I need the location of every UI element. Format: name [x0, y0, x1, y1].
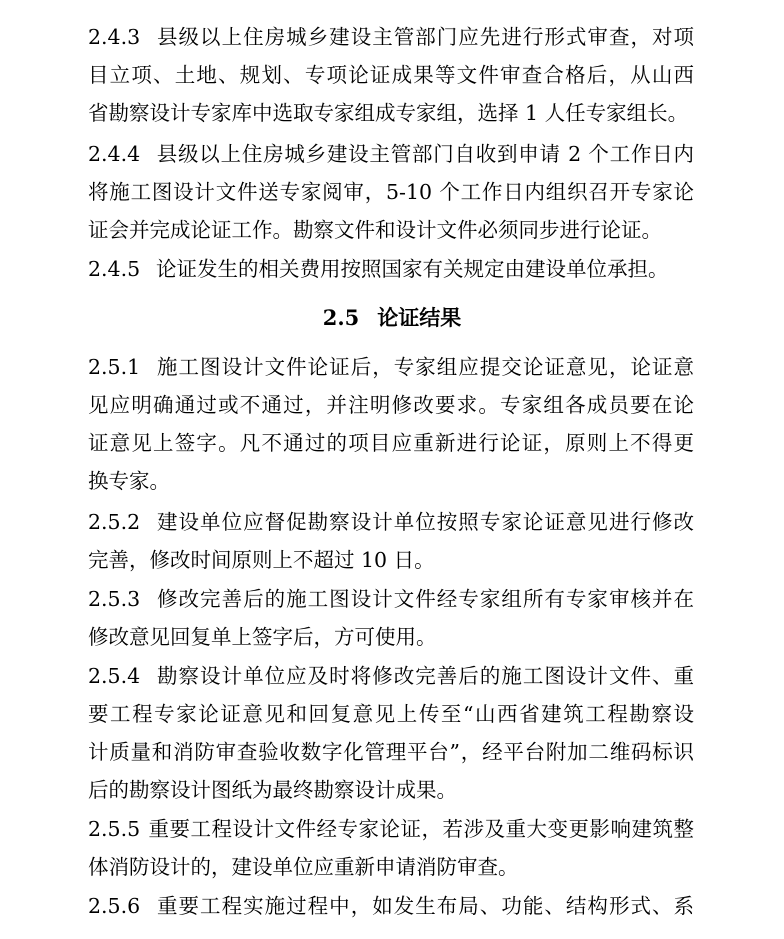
- text-line: 换专家。: [88, 469, 170, 493]
- clause-text: 重要工程设计文件经专家论证，若涉及重大变更影响建筑整: [148, 817, 694, 841]
- clause-number: 2.5.2: [88, 510, 141, 534]
- clause-text: 建设单位应督促勘察设计单位按照专家论证意见进行修改: [156, 510, 694, 534]
- clause-number: 2.4.3: [88, 25, 141, 49]
- text-line: 修改意见回复单上签字后，方可使用。: [88, 625, 437, 649]
- clause-2-5-6: [88, 887, 694, 925]
- section-title: 论证结果: [377, 305, 462, 330]
- clause-2-4-4: [88, 135, 694, 173]
- clause-2-5-5: [88, 810, 694, 848]
- text-line: 省勘察设计专家库中选取专家组成专家组，选择 1 人任专家组长。: [88, 101, 689, 125]
- clause-text: 县级以上住房城乡建设主管部门自收到申请 2 个工作日内: [156, 142, 694, 166]
- clause-text: 修改完善后的施工图设计文件经专家组所有专家审核并在: [156, 587, 694, 611]
- text-line: 证意见上签字。凡不通过的项目应重新进行论证，原则上不得更: [88, 431, 694, 455]
- text-line: 后的勘察设计图纸为最终勘察设计成果。: [88, 778, 457, 802]
- text-line: 计质量和消防审查验收数字化管理平台”，经平台附加二维码标识: [88, 740, 694, 764]
- clause-2-5-1: [88, 348, 694, 386]
- clause-text: 施工图设计文件论证后，专家组应提交论证意见，论证意: [156, 355, 694, 379]
- text-line: 证会并完成论证工作。勘察文件和设计文件必须同步进行论证。: [88, 218, 662, 242]
- clause-number: 2.4.4: [88, 142, 141, 166]
- clause-number: 2.4.5: [88, 257, 141, 281]
- clause-number: 2.5.6: [88, 894, 141, 918]
- clause-number: 2.5.3: [88, 587, 141, 611]
- section-number: 2.5: [322, 305, 360, 330]
- text-line: 将施工图设计文件送专家阅审，5-10 个工作日内组织召开专家论: [88, 180, 694, 204]
- clause-number: 2.5.5: [88, 817, 141, 841]
- text-line: 目立项、土地、规划、专项论证成果等文件审查合格后，从山西: [88, 63, 694, 87]
- clause-number: 2.5.4: [88, 664, 141, 688]
- text-line: 见应明确通过或不通过，并注明修改要求。专家组各成员要在论: [88, 393, 694, 417]
- clause-2-4-5: [88, 250, 694, 288]
- section-heading: [0, 299, 784, 337]
- text-line: 体消防设计的，建设单位应重新申请消防审查。: [88, 855, 519, 879]
- text-line: 完善，修改时间原则上不超过 10 日。: [88, 548, 435, 572]
- clause-2-4-3: [88, 18, 694, 56]
- text-line: 要工程专家论证意见和回复意见上传至“山西省建筑工程勘察设: [88, 702, 694, 726]
- clause-number: 2.5.1: [88, 355, 141, 379]
- clause-text: 论证发生的相关费用按照国家有关规定由建设单位承担。: [156, 257, 669, 281]
- clause-2-5-4: [88, 657, 694, 695]
- clause-text: 重要工程实施过程中，如发生布局、功能、结构形式、系: [156, 894, 694, 918]
- clause-text: 县级以上住房城乡建设主管部门应先进行形式审查，对项: [156, 25, 694, 49]
- clause-2-5-2: [88, 503, 694, 541]
- clause-2-5-3: [88, 580, 694, 618]
- clause-text: 勘察设计单位应及时将修改完善后的施工图设计文件、重: [156, 664, 694, 688]
